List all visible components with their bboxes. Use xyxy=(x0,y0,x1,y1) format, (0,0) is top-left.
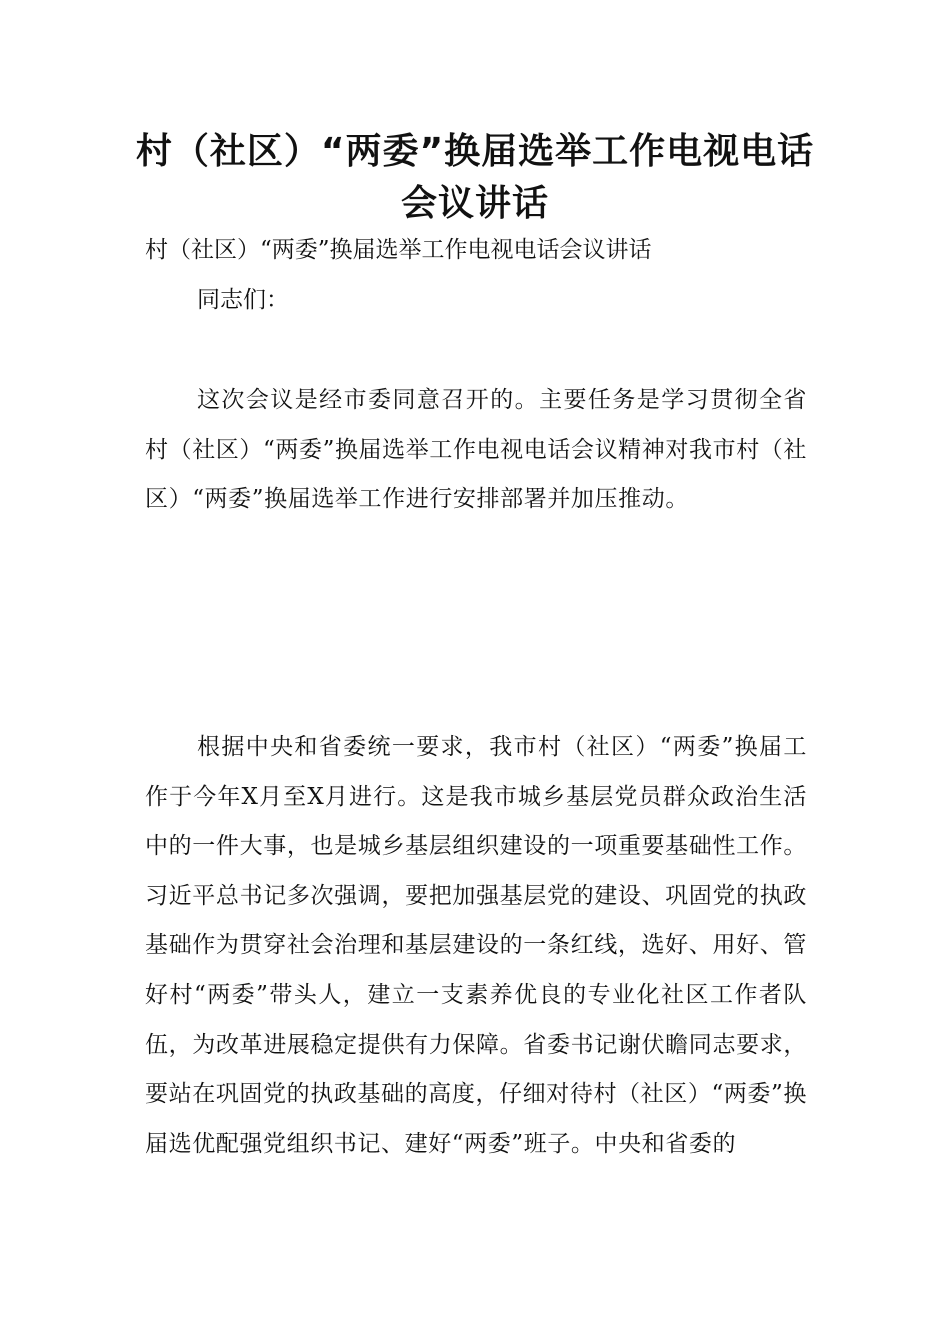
document-subtitle: 村（社区）“两委”换届选举工作电视电话会议讲话 xyxy=(145,237,652,263)
paragraph-2: 根据中央和省委统一要求，我市村（社区）“两委”换届工作于今年X月至X月进行。这是我市城乡基层党员群众政治生活中的一件大事，也是城乡基层组织建设的一项重要基础性工作。习近平总书记多次强调，要把加强基层党的建设、巩固党的执政基础作为贯穿社会治理和基层建设的一条红线，选好、用好、管好村“两委”带头人，建立一支素养优良的专业化社区工作者队伍，为改革进展稳定提供有力保障。省委书记谢伏瞻同志要求，要站在巩固党的执政基础的高度，仔细对待村（社区）“两委”换届选优配强党组织书记、建好“两委”班子。中央和省委的 xyxy=(145,734,807,1157)
salutation: 同志们： xyxy=(197,287,289,313)
document-title: 村（社区）“两委”换届选举工作电视电话会议讲话 xyxy=(135,131,815,224)
paragraph-1: 这次会议是经市委同意召开的。主要任务是学习贯彻全省村（社区）“两委”换届选举工作电视电话会议精神对我市村（社区）“两委”换届选举工作进行安排部署并加压推动。 xyxy=(145,387,807,513)
